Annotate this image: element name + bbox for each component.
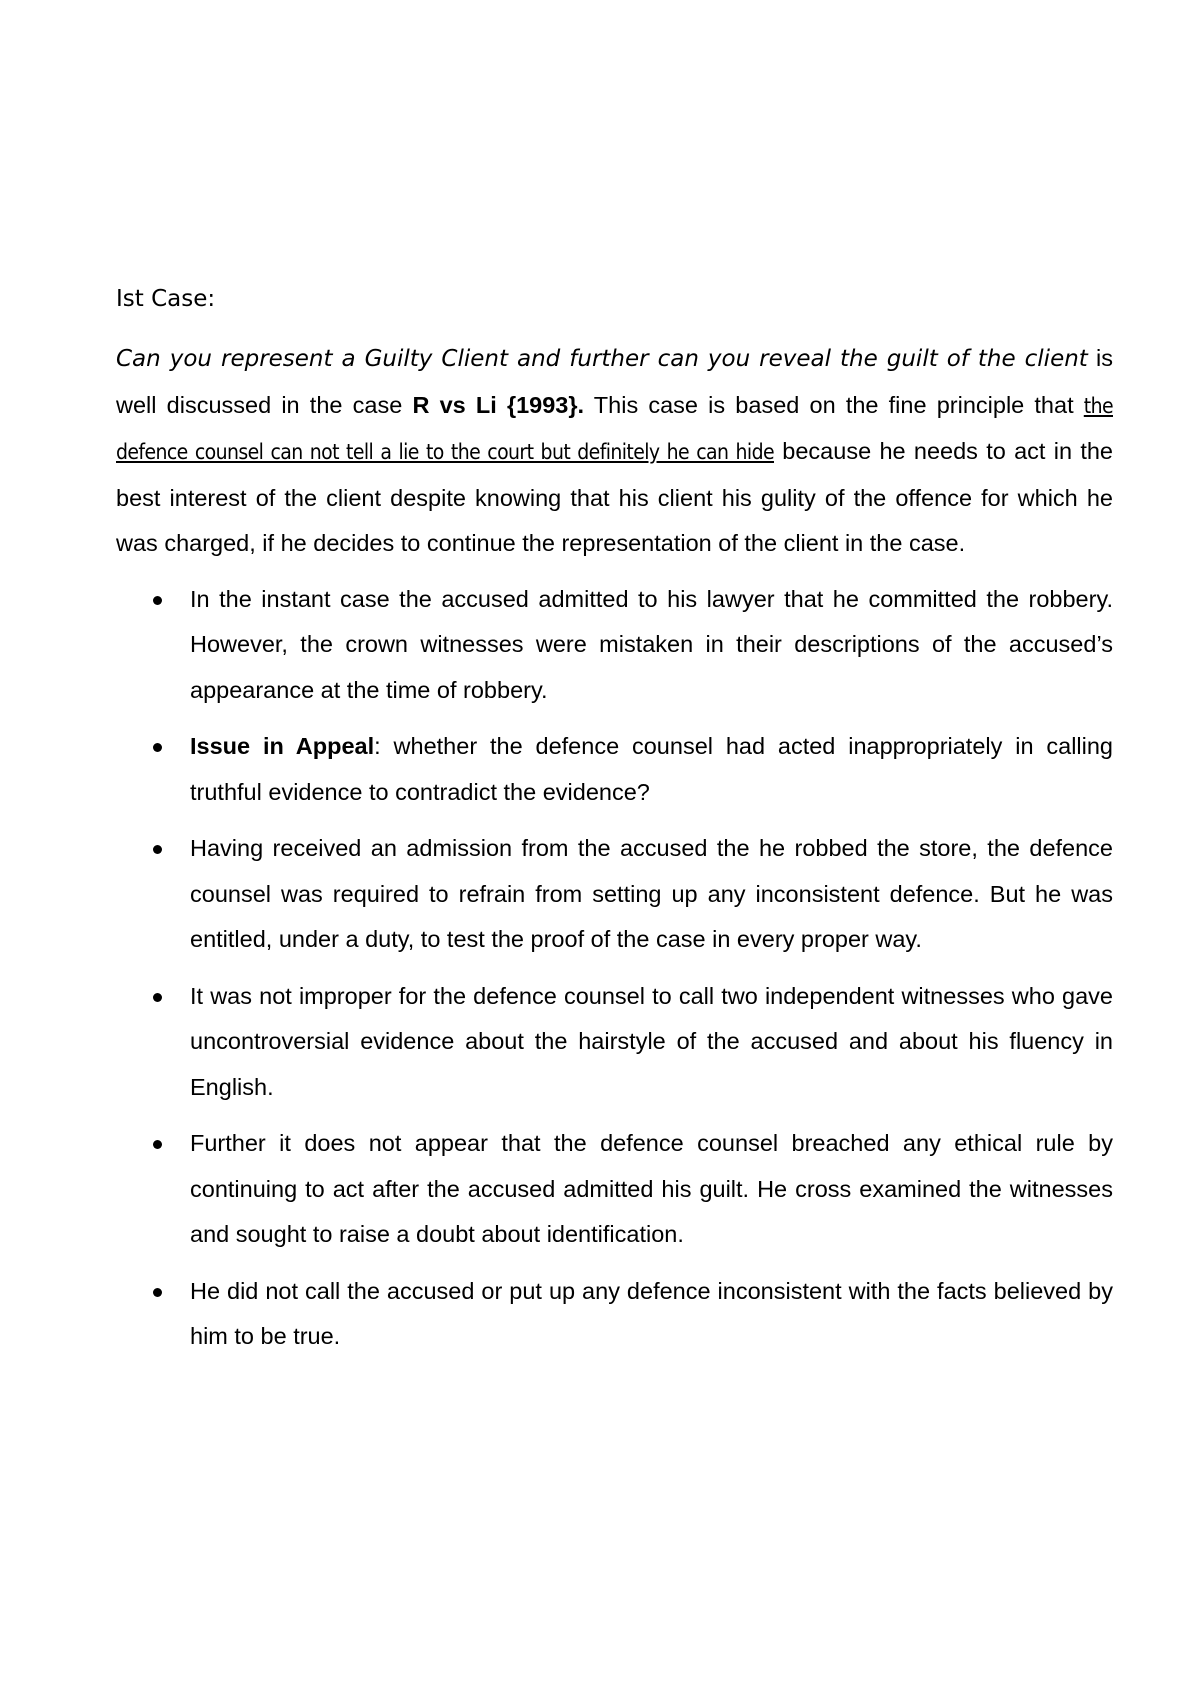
bullet-item — [116, 826, 1113, 963]
bullet-icon — [153, 743, 162, 752]
bullet-icon — [153, 845, 162, 854]
bullet-text: It was not improper for the defence counsel to call two independent witnesses who gave uncontroversial evidence about the hairstyle of the accused and about his fluency in English. — [190, 982, 1113, 1100]
bullet-icon — [153, 1140, 162, 1149]
bullet-item — [116, 974, 1113, 1111]
bullet-text: In the instant case the accused admitted to his lawyer that he committed the robbery. However, the crown witnesses were mistaken in their descriptions of the accused’s appearance at the time of robbery. — [190, 585, 1113, 703]
bullet-item — [116, 1269, 1113, 1360]
case-name: R vs Li {1993}. — [412, 391, 585, 418]
underlined-principle: the defence counsel can not tell a lie to the court but definitely he can hide — [116, 393, 1113, 464]
intro-text-1: is well discussed in the case — [116, 345, 1113, 418]
bullet-icon — [153, 596, 162, 605]
case-heading: Ist Case: — [116, 286, 216, 312]
bullet-icon — [153, 1288, 162, 1297]
bullet-bold-label: Issue in Appeal — [190, 733, 375, 759]
bullet-item — [116, 1121, 1113, 1258]
bullet-list — [116, 577, 1113, 1360]
bullet-text: Further it does not appear that the defence counsel breached any ethical rule by continuing to act after the accused admitted his guilt. He cross examined the witnesses and sought to raise a doubt about identification. — [190, 1130, 1113, 1247]
intro-paragraph — [116, 336, 1113, 567]
bullet-item — [116, 724, 1113, 815]
document-body — [116, 282, 1113, 1371]
bullet-text: : whether the defence counsel had acted inappropriately in calling truthful evidence to contradict the evidence? — [190, 733, 1113, 805]
bullet-icon — [153, 993, 162, 1002]
bullet-text: He did not call the accused or put up any defence inconsistent with the facts believed by him to be true. — [190, 1277, 1113, 1349]
intro-text-3: because he needs to act in the best interest of the client despite knowing that his client his gulity of the offence for which he was charged, if he decides to continue the representation of the client in the case. — [116, 438, 1114, 556]
bullet-text: Having received an admission from the accused the he robbed the store, the defence counsel was required to refrain from setting up any inconsistent defence. But he was entitled, under a duty, to test the proof of the case in every proper way. — [190, 835, 1113, 952]
intro-question: Can you represent a Guilty Client and further can you reveal the guilt of the client — [116, 346, 1088, 372]
intro-text-2: This case is based on the fine principle that — [584, 391, 1084, 418]
bullet-item — [116, 577, 1113, 714]
